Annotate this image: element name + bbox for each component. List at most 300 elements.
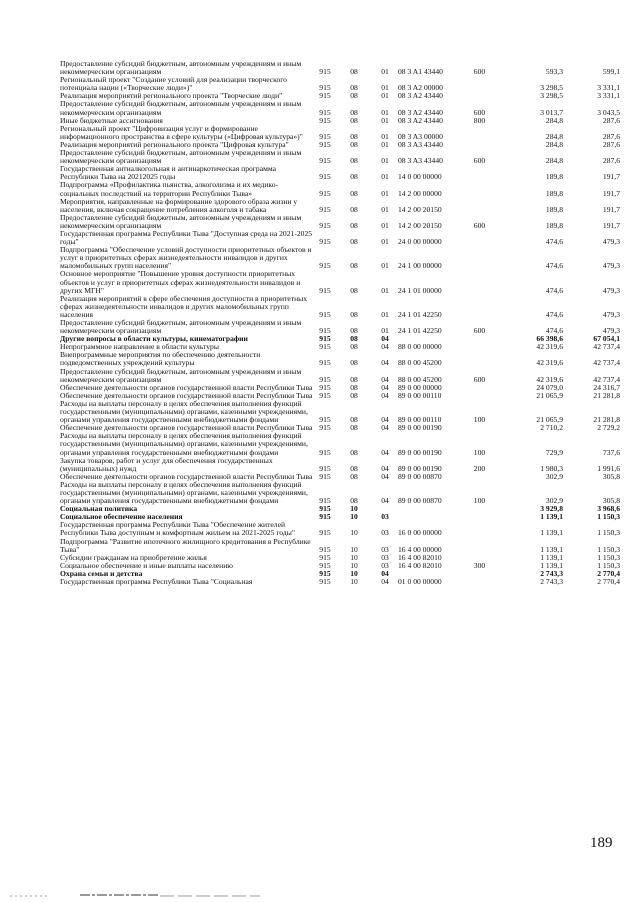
row-value-2022: 1 139,1 bbox=[540, 512, 563, 522]
row-vr-code bbox=[466, 246, 493, 270]
row-value-2022: 189,8 bbox=[545, 172, 563, 182]
row-name: Внепрограммные мероприятия по обеспечению деятельности подведомственных учреждений культуры bbox=[60, 350, 261, 368]
row-pr-code: 04 bbox=[381, 334, 389, 344]
row-rz-code: 08 bbox=[350, 382, 358, 392]
row-gr-code: 915 bbox=[319, 560, 331, 570]
row-name: Предоставление субсидий бюджетным, автономным учреждениям и иным некоммерческим организациям bbox=[60, 212, 302, 230]
row-pr-code: 03 bbox=[381, 512, 389, 522]
row-pr-code: 03 bbox=[381, 544, 389, 554]
table-row bbox=[60, 181, 620, 197]
row-value-2022: 42 319,6 bbox=[536, 342, 563, 352]
row-gr-code: 915 bbox=[319, 358, 331, 368]
row-rz-code: 08 bbox=[350, 309, 358, 319]
row-value-2022: 284,8 bbox=[545, 131, 563, 141]
row-rz-code: 08 bbox=[350, 156, 358, 166]
row-name: Предоставление субсидий бюджетным, автономным учреждениям и иным некоммерческим организациям bbox=[60, 318, 302, 336]
row-name: Расходы на выплаты персоналу в целях обеспечения выполнения функций государственными (муниципальными) органами, казенными учреждениями, органами управления государственными внебюджетными фондами bbox=[60, 398, 308, 425]
row-value-2023: 42 737,4 bbox=[593, 342, 620, 352]
row-cs-code: 24 1 01 42250 bbox=[398, 326, 442, 336]
row-value-2022: 66 398,6 bbox=[536, 334, 563, 344]
row-pr-code: 04 bbox=[381, 374, 389, 384]
row-value-2023: 21 281,8 bbox=[593, 390, 620, 400]
row-name: Субсидии гражданам на приобретение жилья bbox=[60, 552, 207, 562]
table-row bbox=[60, 457, 620, 473]
row-name: Непрограммное направление в области культуры bbox=[60, 342, 219, 352]
row-gr-code: 915 bbox=[319, 285, 331, 295]
row-gr-code: 915 bbox=[319, 471, 331, 481]
row-rz-code: 08 bbox=[350, 471, 358, 481]
row-gr-code: 915 bbox=[319, 131, 331, 141]
row-value-2022: 3 013,7 bbox=[540, 107, 563, 117]
table-body bbox=[60, 60, 620, 586]
row-name: Социальное обеспечение и иные выплаты населению bbox=[60, 560, 233, 570]
row-gr-code: 915 bbox=[319, 334, 331, 344]
row-gr-code: 915 bbox=[319, 382, 331, 392]
row-value-2023: 737,6 bbox=[602, 447, 620, 457]
row-value-2023: 1 150,3 bbox=[597, 512, 620, 522]
row-pr-code: 01 bbox=[381, 131, 389, 141]
row-cs-code: 08 3 A2 43440 bbox=[398, 115, 443, 125]
row-name: Государственная программа Республики Тыва "Обеспечение жителей Республики Тыва доступным и комфортным жильем на 2021-2025 годы" bbox=[60, 520, 295, 538]
row-value-2023: 287,6 bbox=[602, 156, 620, 166]
row-value-2023: 1 150,3 bbox=[597, 528, 620, 538]
row-vr-code bbox=[466, 351, 493, 367]
row-rz-code: 08 bbox=[350, 415, 358, 425]
row-cs-code: 08 3 A3 43440 bbox=[398, 139, 443, 149]
row-pr-code: 01 bbox=[381, 83, 389, 93]
row-name: Подпрограмма "Обеспечение условий доступности приоритетных объектов и услуг в приоритетных сферах жизнедеятельности инвалидов и других маломобильных групп населения" bbox=[60, 245, 312, 271]
row-value-2022: 284,8 bbox=[545, 115, 563, 125]
table-row bbox=[60, 351, 620, 367]
row-value-2022: 593,3 bbox=[545, 67, 563, 77]
row-gr-code: 915 bbox=[319, 172, 331, 182]
row-gr-code: 915 bbox=[319, 544, 331, 554]
row-rz-code: 08 bbox=[350, 220, 358, 230]
row-value-2022: 474,6 bbox=[545, 326, 563, 336]
row-vr-code bbox=[466, 125, 493, 141]
row-cs-code: 88 0 00 45200 bbox=[398, 358, 442, 368]
row-name: Другие вопросы в области культуры, кинематографии bbox=[60, 334, 248, 344]
row-rz-code: 08 bbox=[350, 447, 358, 457]
row-vr-code bbox=[466, 578, 493, 586]
row-pr-code: 01 bbox=[381, 67, 389, 77]
table-row bbox=[60, 270, 620, 294]
row-cs-code: 89 0 00 00190 bbox=[398, 463, 442, 473]
row-cs-code: 14 2 00 20150 bbox=[398, 220, 442, 230]
row-value-2022: 302,9 bbox=[545, 471, 563, 481]
row-value-2022: 42 319,6 bbox=[536, 358, 563, 368]
row-rz-code: 10 bbox=[350, 560, 358, 570]
row-value-2022: 3 298,5 bbox=[540, 83, 563, 93]
row-vr-code bbox=[466, 570, 493, 578]
row-rz-code: 10 bbox=[350, 568, 358, 578]
row-cs-code: 24 1 01 42250 bbox=[398, 309, 442, 319]
row-cs-code: 89 0 00 00190 bbox=[398, 447, 442, 457]
row-value-2023: 2 729,2 bbox=[597, 423, 620, 433]
row-cs-code: 08 3 A3 00000 bbox=[398, 131, 443, 141]
row-cs-code: 08 3 A2 43440 bbox=[398, 107, 443, 117]
row-name: Социальное обеспечение населения bbox=[60, 512, 183, 522]
row-value-2022: 3 929,8 bbox=[540, 504, 563, 514]
row-value-2022: 189,8 bbox=[545, 204, 563, 214]
row-name: Расходы на выплаты персоналу в целях обеспечения выполнения функций государственными (муниципальными) органами, казенными учреждениями, органами управления государственными внебюджетными фондами bbox=[60, 479, 308, 506]
table-row bbox=[60, 538, 620, 554]
row-value-2023: 191,7 bbox=[602, 188, 620, 198]
row-cs-code: 88 0 00 45200 bbox=[398, 374, 442, 384]
row-rz-code: 08 bbox=[350, 107, 358, 117]
row-value-2022: 21 065,9 bbox=[536, 415, 563, 425]
row-gr-code: 915 bbox=[319, 107, 331, 117]
row-rz-code: 08 bbox=[350, 115, 358, 125]
table-row bbox=[60, 246, 620, 270]
table-row bbox=[60, 481, 620, 505]
row-pr-code: 03 bbox=[381, 552, 389, 562]
row-name: Основное мероприятие "Повышение уровня доступности приоритетных объектов и услуг в приоритетных сферах жизнедеятельности инвалидов и других МГН" bbox=[60, 269, 301, 295]
row-name: Подпрограмма «Профилактика пьянства, алкоголизма и их медико-социальных последствий на территории Республики Тыва» bbox=[60, 180, 279, 198]
table-row bbox=[60, 76, 620, 92]
table-row bbox=[60, 165, 620, 181]
row-vr-code bbox=[466, 343, 493, 351]
row-vr-code bbox=[466, 473, 493, 481]
row-gr-code: 915 bbox=[319, 504, 331, 514]
row-pr-code: 01 bbox=[381, 115, 389, 125]
row-rz-code: 08 bbox=[350, 326, 358, 336]
row-value-2023: 42 737,4 bbox=[593, 358, 620, 368]
row-value-2022: 1 139,1 bbox=[540, 528, 563, 538]
row-value-2023: 24 316,7 bbox=[593, 382, 620, 392]
row-vr-code bbox=[466, 392, 493, 400]
row-rz-code: 08 bbox=[350, 67, 358, 77]
row-name: Обеспечение деятельности органов государственной власти Республики Тыва bbox=[60, 390, 313, 400]
row-vr-code: 600 bbox=[473, 107, 486, 117]
row-cs-code: 88 0 00 00000 bbox=[398, 342, 442, 352]
row-vr-code: 200 bbox=[473, 463, 486, 473]
row-vr-code bbox=[466, 335, 493, 343]
table-row bbox=[60, 432, 620, 456]
row-cs-code: 08 3 A3 43440 bbox=[398, 156, 443, 166]
page-number: 189 bbox=[590, 835, 613, 851]
row-pr-code: 04 bbox=[381, 577, 389, 586]
row-pr-code: 01 bbox=[381, 139, 389, 149]
row-value-2023: 287,6 bbox=[602, 115, 620, 125]
row-vr-code bbox=[466, 165, 493, 181]
row-value-2022: 2 710,2 bbox=[540, 423, 563, 433]
row-vr-code: 100 bbox=[473, 496, 486, 506]
row-value-2022: 729,9 bbox=[545, 447, 563, 457]
row-value-2023: 479,3 bbox=[602, 285, 620, 295]
row-pr-code: 01 bbox=[381, 188, 389, 198]
row-cs-code: 14 2 00 20150 bbox=[398, 204, 442, 214]
row-vr-code bbox=[466, 92, 493, 100]
row-rz-code: 08 bbox=[350, 172, 358, 182]
row-rz-code: 08 bbox=[350, 390, 358, 400]
row-value-2023: 479,3 bbox=[602, 326, 620, 336]
row-gr-code: 915 bbox=[319, 67, 331, 77]
row-pr-code: 01 bbox=[381, 91, 389, 101]
row-vr-code bbox=[466, 230, 493, 246]
row-value-2023: 479,3 bbox=[602, 309, 620, 319]
row-cs-code: 08 3 A1 43440 bbox=[398, 67, 443, 77]
row-value-2023: 1 150,3 bbox=[597, 552, 620, 562]
row-name: Обеспечение деятельности органов государственной власти Республики Тыва bbox=[60, 471, 313, 481]
row-gr-code: 915 bbox=[319, 326, 331, 336]
row-gr-code: 915 bbox=[319, 577, 331, 586]
row-value-2022: 474,6 bbox=[545, 309, 563, 319]
row-vr-code bbox=[466, 424, 493, 432]
row-value-2023: 3 968,6 bbox=[597, 504, 620, 514]
row-pr-code: 04 bbox=[381, 358, 389, 368]
row-name: Расходы на выплаты персоналу в целях обеспечения выполнения функций государственными (муниципальными) органами, казенными учреждениями, органами управления государственными внебюджетными фондами bbox=[60, 431, 308, 457]
row-cs-code: 24 0 00 00000 bbox=[398, 237, 442, 247]
row-cs-code: 89 0 00 00190 bbox=[398, 423, 442, 433]
row-cs-code: 08 3 A2 43440 bbox=[398, 91, 443, 101]
row-gr-code: 915 bbox=[319, 204, 331, 214]
row-gr-code: 915 bbox=[319, 415, 331, 425]
row-pr-code: 04 bbox=[381, 390, 389, 400]
row-rz-code: 08 bbox=[350, 334, 358, 344]
row-value-2023: 1 150,3 bbox=[597, 560, 620, 570]
row-pr-code: 04 bbox=[381, 342, 389, 352]
table-row bbox=[60, 60, 620, 76]
row-value-2022: 474,6 bbox=[545, 237, 563, 247]
row-name: Предоставление субсидий бюджетным, автономным учреждениям и иным некоммерческим организациям bbox=[60, 99, 302, 117]
row-rz-code: 10 bbox=[350, 512, 358, 522]
row-cs-code: 89 0 00 00870 bbox=[398, 471, 442, 481]
row-cs-code bbox=[398, 505, 466, 513]
row-rz-code: 08 bbox=[350, 342, 358, 352]
row-gr-code: 915 bbox=[319, 568, 331, 578]
row-vr-code: 600 bbox=[473, 156, 486, 166]
row-pr-code: 04 bbox=[381, 463, 389, 473]
row-name: Обеспечение деятельности органов государственной власти Республики Тыва bbox=[60, 423, 313, 433]
budget-table bbox=[60, 60, 620, 586]
row-pr-code: 01 bbox=[381, 237, 389, 247]
row-gr-code: 915 bbox=[319, 528, 331, 538]
row-pr-code: 01 bbox=[381, 107, 389, 117]
row-pr-code: 01 bbox=[381, 309, 389, 319]
row-value-2023: 1 150,3 bbox=[597, 544, 620, 554]
table-row bbox=[60, 562, 620, 570]
table-row bbox=[60, 230, 620, 246]
row-gr-code: 915 bbox=[319, 496, 331, 506]
row-cs-code bbox=[398, 513, 466, 521]
row-pr-code: 01 bbox=[381, 220, 389, 230]
row-name: Закупка товаров, работ и услуг для обеспечения государственных (муниципальных) нужд bbox=[60, 455, 273, 473]
row-value-2022: 1 139,1 bbox=[540, 552, 563, 562]
row-name: Мероприятия, направленные на формирование здорового образа жизни у населения, включая сокращение потребления алкоголя и табака bbox=[60, 196, 298, 214]
row-value-2023: 3 043,5 bbox=[597, 107, 620, 117]
row-name: Реализация мероприятий в сфере обеспечения доступности в приоритетных сферах жизнедеятельности инвалидов и других маломобильных групп населения bbox=[60, 293, 308, 319]
row-rz-code: 08 bbox=[350, 358, 358, 368]
row-gr-code: 915 bbox=[319, 139, 331, 149]
row-value-2023: 1 991,6 bbox=[597, 463, 620, 473]
row-rz-code: 08 bbox=[350, 237, 358, 247]
row-cs-code: 01 0 00 00000 bbox=[398, 577, 442, 586]
row-value-2022: 1 139,1 bbox=[540, 560, 563, 570]
row-value-2023: 2 770,4 bbox=[597, 577, 620, 586]
row-value-2022: 284,8 bbox=[545, 139, 563, 149]
row-vr-code: 600 bbox=[473, 326, 486, 336]
row-pr-code: 01 bbox=[381, 261, 389, 271]
row-name: Предоставление субсидий бюджетным, автономным учреждениям и иным некоммерческим организациям bbox=[60, 148, 302, 166]
row-gr-code: 915 bbox=[319, 309, 331, 319]
row-vr-code: 100 bbox=[473, 415, 486, 425]
row-rz-code: 10 bbox=[350, 552, 358, 562]
row-value-2023: 599,1 bbox=[602, 67, 620, 77]
row-vr-code bbox=[466, 505, 493, 513]
row-rz-code: 10 bbox=[350, 577, 358, 586]
row-rz-code: 08 bbox=[350, 285, 358, 295]
row-rz-code: 10 bbox=[350, 544, 358, 554]
row-value-2023: 287,6 bbox=[602, 139, 620, 149]
row-pr-code: 01 bbox=[381, 326, 389, 336]
row-gr-code: 915 bbox=[319, 552, 331, 562]
table-row bbox=[60, 578, 620, 586]
row-vr-code: 800 bbox=[473, 115, 486, 125]
row-value-2022: 189,8 bbox=[545, 220, 563, 230]
table-row bbox=[60, 100, 620, 116]
row-value-2022: 284,8 bbox=[545, 156, 563, 166]
row-pr-code: 04 bbox=[381, 423, 389, 433]
row-pr-code: 01 bbox=[381, 156, 389, 166]
row-rz-code: 08 bbox=[350, 374, 358, 384]
row-value-2023: 67 054,1 bbox=[593, 334, 620, 344]
row-value-2022: 24 079,0 bbox=[536, 382, 563, 392]
row-vr-code: 100 bbox=[473, 447, 486, 457]
row-gr-code: 915 bbox=[319, 374, 331, 384]
row-gr-code: 915 bbox=[319, 342, 331, 352]
row-gr-code: 915 bbox=[319, 91, 331, 101]
row-value-2022: 474,6 bbox=[545, 285, 563, 295]
row-cs-code: 16 4 00 00000 bbox=[398, 544, 442, 554]
row-rz-code: 08 bbox=[350, 91, 358, 101]
row-pr-code: 03 bbox=[381, 560, 389, 570]
row-gr-code: 915 bbox=[319, 115, 331, 125]
row-value-2023: 479,3 bbox=[602, 261, 620, 271]
row-vr-code bbox=[466, 198, 493, 214]
row-vr-code bbox=[466, 270, 493, 294]
row-value-2022: 1 980,3 bbox=[540, 463, 563, 473]
table-row bbox=[60, 521, 620, 537]
row-gr-code: 915 bbox=[319, 188, 331, 198]
row-cs-code: 89 0 00 00870 bbox=[398, 496, 442, 506]
row-value-2023: 305,8 bbox=[602, 496, 620, 506]
row-cs-code: 16 4 00 82010 bbox=[398, 560, 442, 570]
table-row bbox=[60, 295, 620, 319]
row-name: Региональный проект "Цифровизация услуг и формирование информационного пространства в сфере культуры («Цифровая культура»)" bbox=[60, 123, 303, 141]
row-vr-code: 300 bbox=[473, 560, 486, 570]
row-gr-code: 915 bbox=[319, 237, 331, 247]
row-pr-code: 01 bbox=[381, 204, 389, 214]
row-rz-code: 10 bbox=[350, 528, 358, 538]
row-value-2023: 191,7 bbox=[602, 172, 620, 182]
row-pr-code: 04 bbox=[381, 447, 389, 457]
table-row bbox=[60, 149, 620, 165]
row-value-2023: 287,6 bbox=[602, 131, 620, 141]
row-vr-code: 600 bbox=[473, 67, 486, 77]
row-cs-code: 14 0 00 00000 bbox=[398, 172, 442, 182]
row-value-2022: 2 743,3 bbox=[540, 577, 563, 586]
row-name: Социальная политика bbox=[60, 504, 138, 514]
row-value-2023: 3 331,1 bbox=[597, 91, 620, 101]
row-pr-code: 03 bbox=[381, 528, 389, 538]
row-rz-code: 08 bbox=[350, 188, 358, 198]
row-value-2022: 1 139,1 bbox=[540, 544, 563, 554]
row-pr-code: 04 bbox=[381, 471, 389, 481]
row-rz-code: 10 bbox=[350, 504, 358, 514]
row-name: Государственная антиалкогольная и антинаркотическая программа Республики Тыва на 20212025 годы bbox=[60, 164, 277, 182]
row-rz-code: 08 bbox=[350, 131, 358, 141]
row-name: Реализация мероприятий регионального проекта "Цифровая культура" bbox=[60, 139, 289, 149]
row-gr-code: 915 bbox=[319, 156, 331, 166]
row-cs-code: 89 0 00 00000 bbox=[398, 382, 442, 392]
row-value-2023: 479,3 bbox=[602, 237, 620, 247]
row-name: Предоставление субсидий бюджетным, автономным учреждениям и иным некоммерческим организациям bbox=[60, 59, 302, 77]
row-value-2023: 21 281,8 bbox=[593, 415, 620, 425]
row-value-2023: 3 331,1 bbox=[597, 83, 620, 93]
row-pr-code: 04 bbox=[381, 568, 389, 578]
row-vr-code bbox=[466, 521, 493, 537]
row-cs-code: 16 4 00 82010 bbox=[398, 552, 442, 562]
row-value-2022: 2 743,3 bbox=[540, 568, 563, 578]
row-rz-code: 08 bbox=[350, 139, 358, 149]
row-value-2022: 3 298,5 bbox=[540, 91, 563, 101]
row-gr-code: 915 bbox=[319, 261, 331, 271]
row-gr-code: 915 bbox=[319, 463, 331, 473]
row-pr-code: 01 bbox=[381, 172, 389, 182]
row-vr-code bbox=[466, 513, 493, 521]
row-value-2023: 42 737,4 bbox=[593, 374, 620, 384]
table-row bbox=[60, 319, 620, 335]
row-cs-code: 14 2 00 00000 bbox=[398, 188, 442, 198]
row-name: Охрана семьи и детства bbox=[60, 568, 143, 578]
row-value-2022: 21 065,9 bbox=[536, 390, 563, 400]
row-cs-code: 89 0 00 00110 bbox=[398, 390, 442, 400]
row-pr-code: 04 bbox=[381, 382, 389, 392]
row-name: Обеспечение деятельности органов государственной власти Республики Тыва bbox=[60, 382, 313, 392]
row-cs-code: 08 3 A2 00000 bbox=[398, 83, 443, 93]
row-vr-code bbox=[466, 538, 493, 554]
row-value-2023: 2 770,4 bbox=[597, 568, 620, 578]
row-rz-code: 08 bbox=[350, 204, 358, 214]
row-name: Иные бюджетные ассигнования bbox=[60, 115, 163, 125]
row-rz-code: 08 bbox=[350, 261, 358, 271]
row-name: Подпрограмма "Развитие ипотечного жилищного кредитования в Республике Тыва" bbox=[60, 536, 311, 554]
row-name: Государственная программа Республики Тыва "Социальная bbox=[60, 577, 253, 586]
row-value-2023: 305,8 bbox=[602, 471, 620, 481]
row-name: Предоставление субсидий бюджетным, автономным учреждениям и иным некоммерческим организациям bbox=[60, 366, 302, 384]
table-row bbox=[60, 125, 620, 141]
row-vr-code bbox=[466, 141, 493, 149]
scan-edge-marks bbox=[10, 893, 270, 899]
table-row bbox=[60, 368, 620, 384]
row-gr-code: 915 bbox=[319, 512, 331, 522]
row-value-2022: 302,9 bbox=[545, 496, 563, 506]
row-value-2022: 189,8 bbox=[545, 188, 563, 198]
row-pr-code: 04 bbox=[381, 496, 389, 506]
row-gr-code: 915 bbox=[319, 83, 331, 93]
row-name: Региональный проект "Создание условий для реализации творческого потенциала нации («Творческие люди»)" bbox=[60, 75, 287, 93]
row-vr-code bbox=[466, 76, 493, 92]
row-pr-code: 04 bbox=[381, 415, 389, 425]
row-gr-code: 915 bbox=[319, 423, 331, 433]
row-value-2023: 191,7 bbox=[602, 220, 620, 230]
row-rz-code: 08 bbox=[350, 496, 358, 506]
row-vr-code bbox=[466, 295, 493, 319]
row-name: Реализация мероприятий регионального проекта "Творческие люди" bbox=[60, 91, 283, 101]
row-value-2022: 42 319,6 bbox=[536, 374, 563, 384]
row-gr-code: 915 bbox=[319, 220, 331, 230]
